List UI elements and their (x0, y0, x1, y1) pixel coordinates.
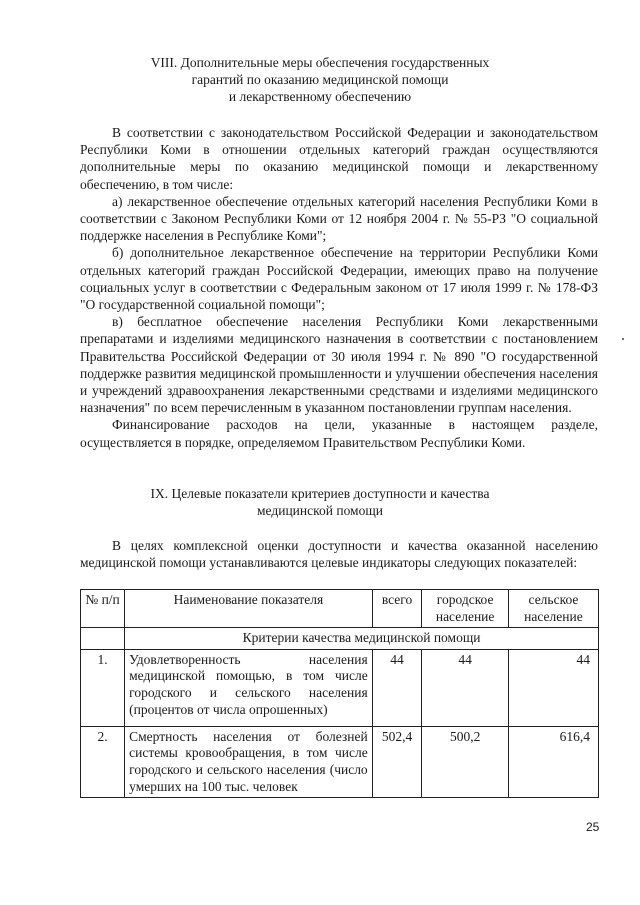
table-row (81, 649, 599, 726)
section-9-title-line-1: IX. Целевые показатели критериев доступности и качества (150, 486, 490, 501)
section-row-title: Критерии качества медицинской помощи (125, 628, 599, 650)
table-header-row (81, 590, 599, 628)
row-num: 1. (81, 649, 125, 726)
row-rural: 44 (508, 649, 598, 726)
row-total: 44 (372, 649, 422, 726)
row-num: 2. (81, 726, 125, 797)
header-urban: городское население (422, 590, 509, 628)
section-8-title-line-3: и лекарственному обеспечению (228, 89, 412, 104)
row-name: Смертность населения от болезней системы кровообращения, в том числе городского и сельского населения (число умерших на 100 тыс. человек (125, 726, 373, 797)
section-8-paragraph: В соответствии с законодательством Российской Федерации и законодательством Республики Коми в отношении отдельных категорий граждан осуществляются дополнительные меры по оказанию медицинской помощи и лекарственному обеспечению, в том числе: (80, 125, 598, 192)
table-row (81, 726, 599, 797)
section-8-paragraph: б) дополнительное лекарственное обеспечение на территории Республики Коми отдельных категорий граждан Российской Федерации, имеющих право на получение социальных услуг в соответствии с Федеральным законом от 17 июля 1999 г. № 178-ФЗ "О государственной социальной помощи"; (80, 245, 598, 313)
section-8-title-line-1: VIII. Дополнительные меры обеспечения государственных (150, 55, 490, 70)
header-name: Наименование показателя (125, 590, 373, 628)
section-9-intro: В целях комплексной оценки доступности и качества оказанной населению медицинской помощи устанавливаются целевые индикаторы следующих показателей: (80, 538, 598, 571)
row-urban: 500,2 (422, 726, 509, 797)
section-8-paragraph: в) бесплатное обеспечение населения Республики Коми лекарственными препаратами и изделиями медицинского назначения в соответствии с постановлением Правительства Российской Федерации от 30 июля 1994 г. № 890 "О государственной поддержке развития медицинской промышленности и улучшении обеспечения населения и учреждений здравоохранения лекарственными средствами и изделиями медицинского назначения" по всем перечисленным в указанном постановлении группам населения. (80, 314, 598, 416)
section-8-paragraph: а) лекарственное обеспечение отдельных категорий населения Республики Коми в соответствии с Законом Республики Коми от 12 ноября 2004 г. № 55-РЗ "О социальной поддержке населения в Республике Коми"; (80, 193, 598, 244)
row-urban: 44 (422, 649, 509, 726)
section-9-body (80, 537, 598, 571)
section-9-title-line-2: медицинской помощи (257, 503, 383, 518)
section-8-body (80, 124, 598, 451)
row-rural: 616,4 (508, 726, 598, 797)
section-9-heading (60, 485, 580, 519)
header-rural: сельское население (508, 590, 598, 628)
section-8-heading (60, 54, 580, 105)
scan-speck (622, 338, 624, 340)
indicators-table (80, 589, 599, 798)
section-row-spacer (81, 628, 125, 650)
section-8-paragraph: Финансирование расходов на цели, указанные в настоящем разделе, осуществляется в порядке, определяемом Правительством Республики Коми. (80, 417, 598, 450)
row-total: 502,4 (372, 726, 422, 797)
section-8-title-line-2: гарантий по оказанию медицинской помощи (191, 72, 449, 87)
header-total: всего (372, 590, 422, 628)
table-section-row (81, 628, 599, 650)
page-number: 25 (586, 820, 600, 834)
row-name: Удовлетворенность населения медицинской помощью, в том числе городского и сельского населения (процентов от числа опрошенных) (125, 649, 373, 726)
header-num: № п/п (81, 590, 125, 628)
